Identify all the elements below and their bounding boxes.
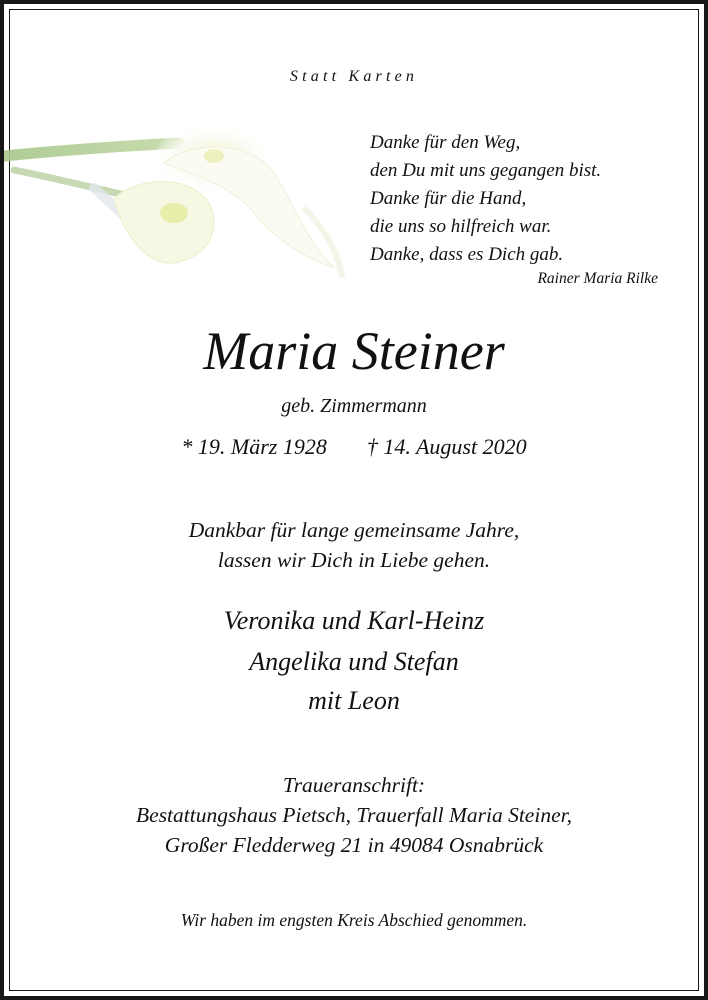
farewell-note: Wir haben im engsten Kreis Abschied genommen. — [180, 910, 528, 930]
family-names — [0, 600, 708, 721]
family-line: Angelika und Stefan — [249, 647, 459, 676]
poem — [370, 129, 601, 269]
address-line: Bestattungshaus Pietsch, Trauerfall Maria Steiner, — [136, 803, 572, 827]
calla-lily-image — [4, 118, 364, 288]
poem-line: Danke für die Hand, — [370, 188, 527, 209]
poem-line: Danke für den Weg, — [370, 132, 521, 153]
birth-date: * 19. März 1928 — [181, 434, 327, 459]
gratitude-text — [0, 515, 708, 575]
poem-line: Danke, dass es Dich gab. — [370, 244, 564, 265]
family-line: Veronika und Karl-Heinz — [223, 606, 485, 635]
gratitude-line: Dankbar für lange gemeinsame Jahre, — [188, 518, 520, 542]
statt-karten-heading: Statt Karten — [289, 68, 419, 85]
poem-line: die uns so hilfreich war. — [370, 216, 552, 237]
death-date: † 14. August 2020 — [366, 434, 527, 459]
poem-author: Rainer Maria Rilke — [537, 270, 658, 287]
life-dates — [0, 434, 708, 460]
gratitude-line: lassen wir Dich in Liebe gehen. — [217, 548, 491, 572]
birth-name: geb. Zimmermann — [281, 395, 427, 417]
poem-line: den Du mit uns gegangen bist. — [370, 160, 602, 181]
address-line: Großer Fledderweg 21 in 49084 Osnabrück — [164, 833, 544, 857]
family-line: mit Leon — [308, 686, 400, 715]
address-label: Traueranschrift: — [282, 773, 426, 797]
deceased-name: Maria Steiner — [203, 321, 505, 381]
mourning-address — [0, 770, 708, 860]
